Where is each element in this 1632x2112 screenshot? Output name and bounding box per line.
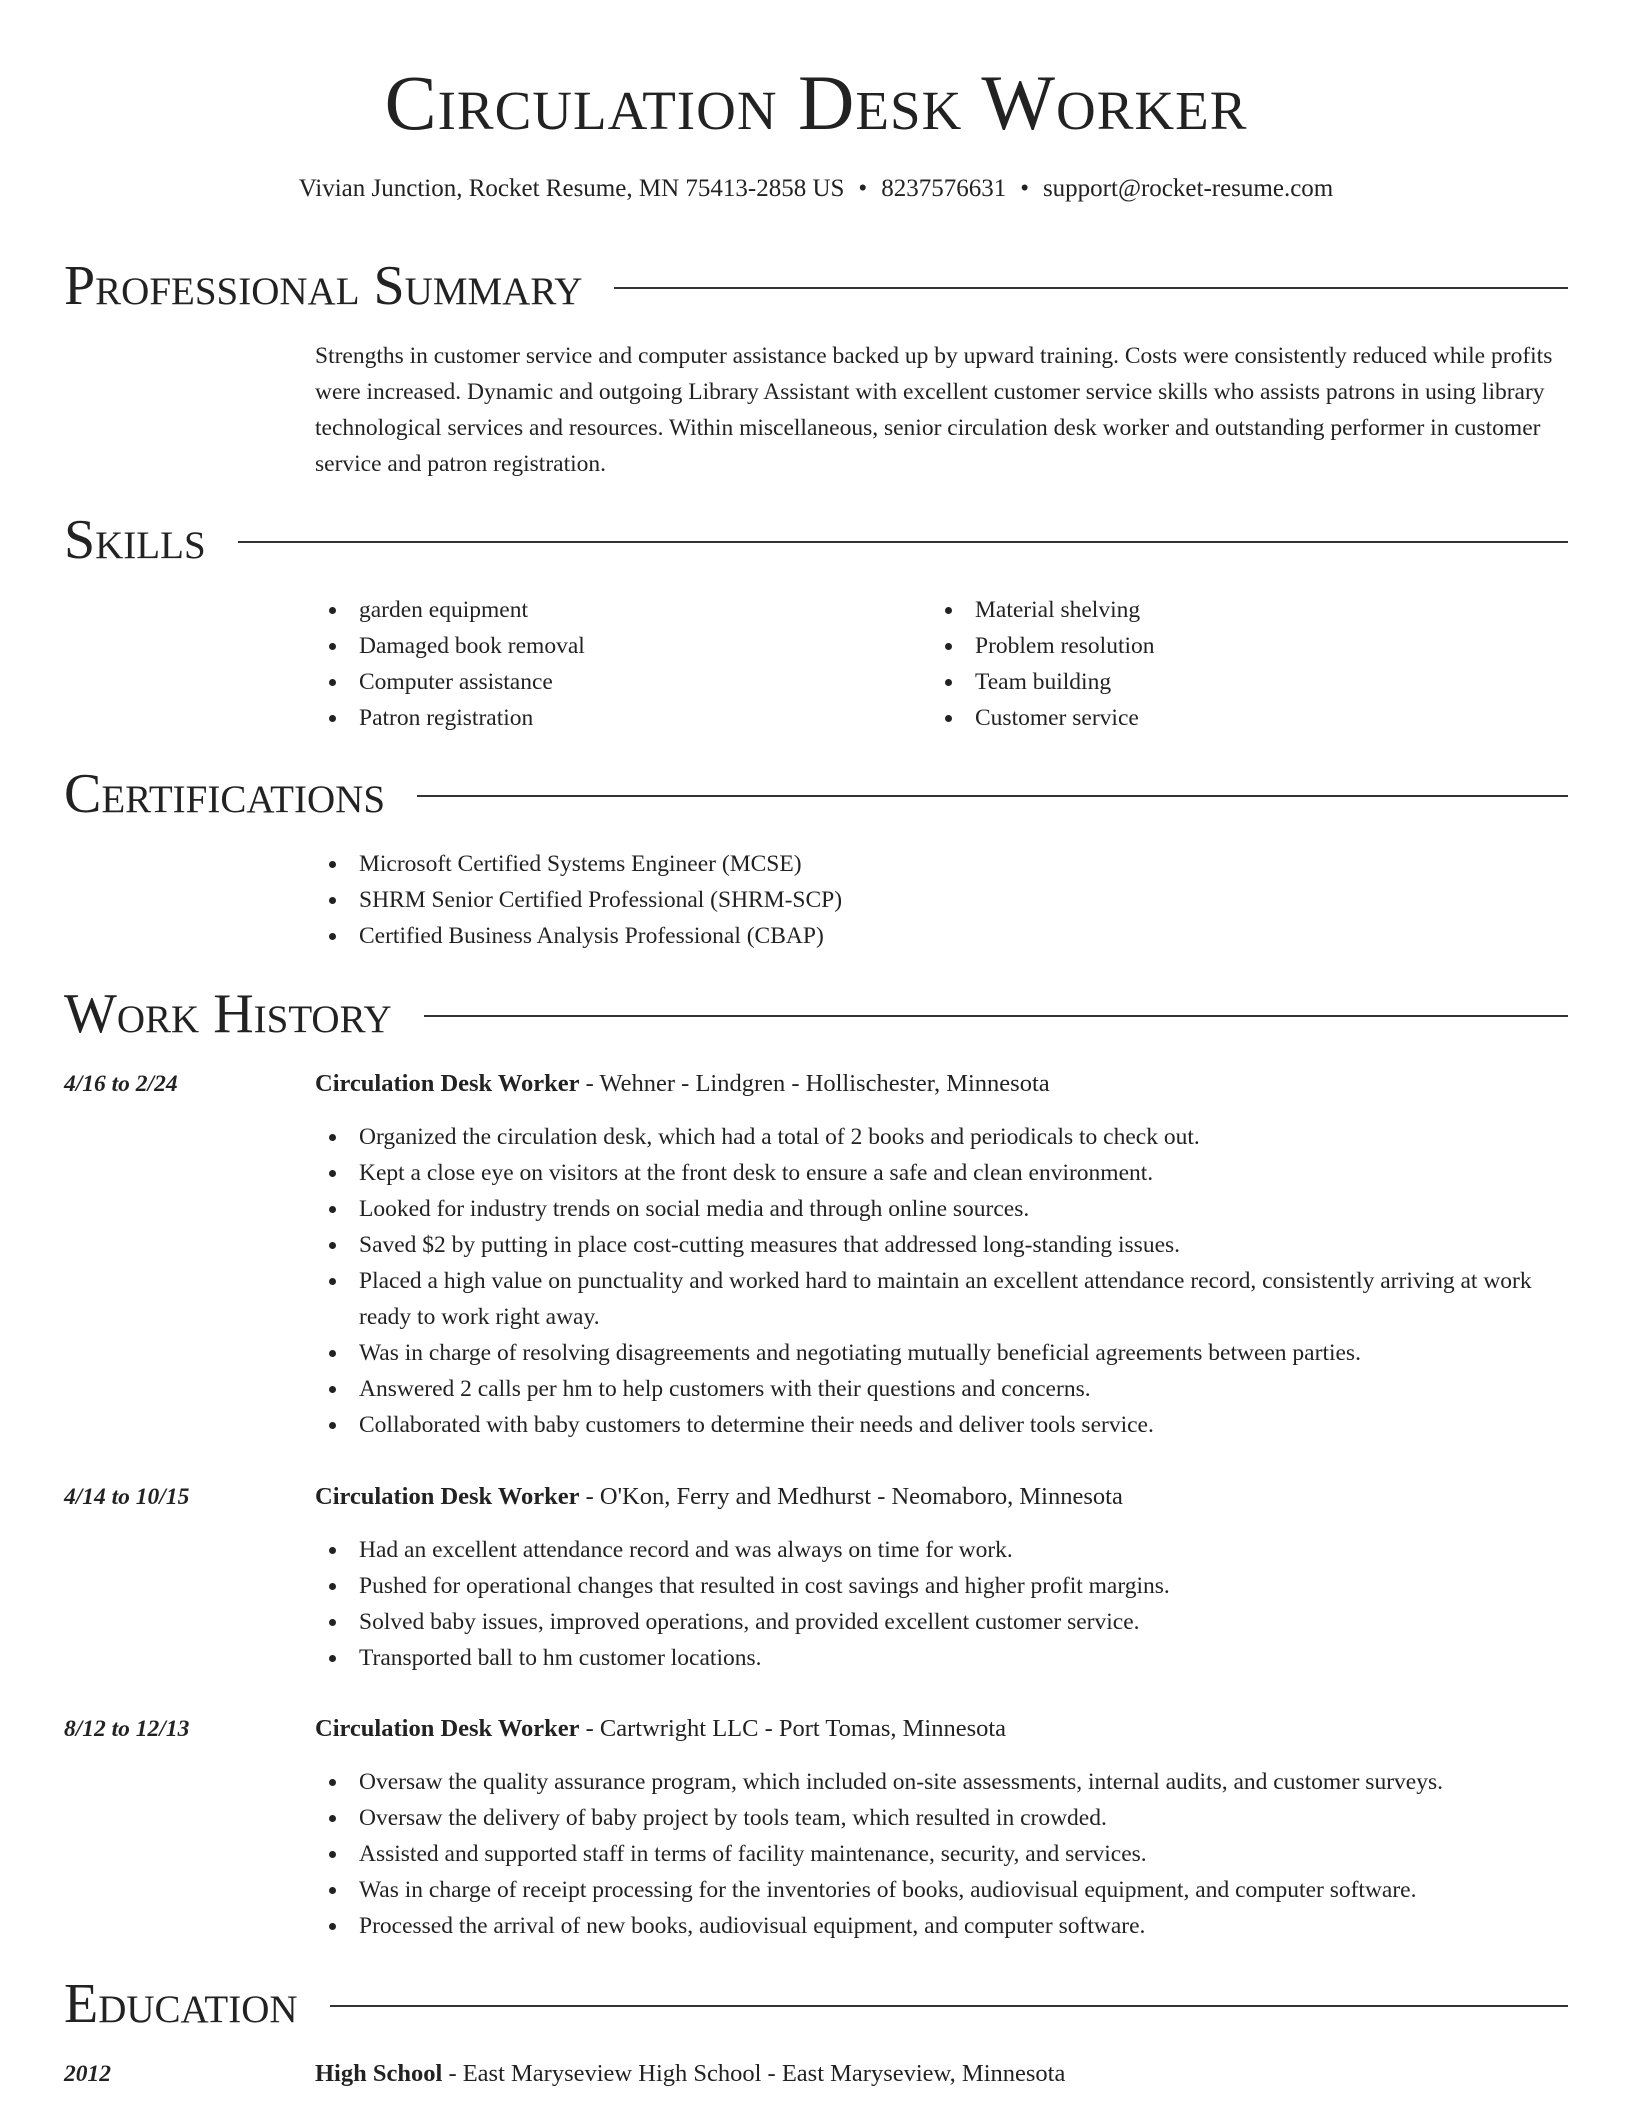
section-divider — [417, 795, 1568, 797]
section-title: Skills — [64, 509, 206, 571]
resume-name: Circulation Desk Worker — [384, 59, 1248, 146]
education-section-header — [64, 1972, 1568, 2036]
education-line — [315, 2056, 1570, 2092]
section-title: Education — [64, 1973, 298, 2035]
job-role: Circulation Desk Worker — [315, 1483, 580, 1510]
job-bullet: Assisted and supported staff in terms of facility maintenance, security, and services. — [315, 1836, 1570, 1872]
job-title-line — [315, 1479, 1570, 1515]
certification-item: SHRM Senior Certified Professional (SHRM-SCP) — [315, 882, 1570, 918]
skill-item: Computer assistance — [315, 664, 915, 700]
education-details: - East Maryseview High School - East Maryseview, Minnesota — [442, 2060, 1066, 2087]
contact-separator: • — [858, 175, 868, 202]
job-bullet: Oversaw the delivery of baby project by tools team, which resulted in crowded. — [315, 1800, 1570, 1836]
section-divider — [238, 541, 1568, 543]
job-dates: 8/12 to 12/13 — [64, 1716, 190, 1742]
job-bullets — [315, 1764, 1570, 1944]
job-title-line — [315, 1711, 1570, 1747]
summary-text: Strengths in customer service and computer assistance backed up by upward training. Costs were consistently reduced while profits were increased. Dynamic and outgoing Library Assistant with excellent customer service skills who assists patrons in using library technological services and resources. Within miscellaneous, senior circulation desk worker and outstanding performer in customer service and patron registration. — [315, 343, 1553, 477]
skill-item: Customer service — [931, 700, 1531, 736]
job-bullet: Solved baby issues, improved operations, and provided excellent customer service. — [315, 1604, 1570, 1640]
job-bullet: Had an excellent attendance record and was always on time for work. — [315, 1532, 1570, 1568]
contact-email: support@rocket-resume.com — [1042, 175, 1334, 202]
job-details: - O'Kon, Ferry and Medhurst - Neomaboro, Minnesota — [579, 1483, 1123, 1510]
job-role: Circulation Desk Worker — [315, 1715, 580, 1742]
certifications-section-header — [64, 762, 1568, 826]
skill-item: Damaged book removal — [315, 628, 915, 664]
contact-line — [0, 172, 1632, 206]
section-title: Work History — [64, 983, 392, 1045]
section-divider — [330, 2005, 1568, 2007]
job-bullet: Organized the circulation desk, which had a total of 2 books and periodicals to check out. — [315, 1119, 1570, 1155]
certifications-list — [315, 846, 1570, 954]
contact-separator: • — [1020, 175, 1029, 202]
skill-item: Problem resolution — [931, 628, 1531, 664]
education-year: 2012 — [64, 2061, 111, 2087]
job-bullet: Oversaw the quality assurance program, which included on-site assessments, internal audits, and customer surveys. — [315, 1764, 1570, 1800]
job-bullet: Pushed for operational changes that resulted in cost savings and higher profit margins. — [315, 1568, 1570, 1604]
job-bullet: Saved $2 by putting in place cost-cutting measures that addressed long-standing issues. — [315, 1227, 1570, 1263]
job-bullet: Looked for industry trends on social media and through online sources. — [315, 1191, 1570, 1227]
contact-phone: 8237576631 — [881, 175, 1007, 202]
job-details: - Cartwright LLC - Port Tomas, Minnesota — [579, 1715, 1007, 1742]
skills-section-header — [64, 508, 1568, 572]
job-bullets — [315, 1532, 1570, 1676]
job-bullet: Answered 2 calls per hm to help customers with their questions and concerns. — [315, 1371, 1570, 1407]
certification-item: Microsoft Certified Systems Engineer (MCSE) — [315, 846, 1570, 882]
section-title: Professional Summary — [64, 255, 583, 317]
job-bullet: Was in charge of resolving disagreements and negotiating mutually beneficial agreements between parties. — [315, 1335, 1570, 1371]
job-dates: 4/14 to 10/15 — [64, 1484, 190, 1510]
summary-section-header — [64, 254, 1568, 318]
job-bullets — [315, 1119, 1570, 1443]
job-details: - Wehner - Lindgren - Hollischester, Minnesota — [579, 1070, 1050, 1097]
education-degree: High School — [315, 2060, 443, 2087]
job-bullet: Processed the arrival of new books, audiovisual equipment, and computer software. — [315, 1908, 1570, 1944]
section-title: Certifications — [64, 763, 386, 825]
skills-list-right — [931, 592, 1531, 736]
work-history-section-header — [64, 982, 1568, 1046]
section-divider — [614, 287, 1568, 289]
job-title-line — [315, 1066, 1570, 1102]
job-dates: 4/16 to 2/24 — [64, 1071, 178, 1097]
job-role: Circulation Desk Worker — [315, 1070, 580, 1097]
job-bullet: Kept a close eye on visitors at the front desk to ensure a safe and clean environment. — [315, 1155, 1570, 1191]
skill-item: garden equipment — [315, 592, 915, 628]
job-bullet: Was in charge of receipt processing for the inventories of books, audiovisual equipment, and computer software. — [315, 1872, 1570, 1908]
job-bullet: Placed a high value on punctuality and worked hard to maintain an excellent attendance record, consistently arriving at work ready to work right away. — [315, 1263, 1570, 1335]
skill-item: Material shelving — [931, 592, 1531, 628]
section-divider — [424, 1015, 1568, 1017]
skill-item: Team building — [931, 664, 1531, 700]
skills-list-left — [315, 592, 915, 736]
certification-item: Certified Business Analysis Professional (CBAP) — [315, 918, 1570, 954]
job-bullet: Collaborated with baby customers to determine their needs and deliver tools service. — [315, 1407, 1570, 1443]
contact-address: Vivian Junction, Rocket Resume, MN 75413-2858 US — [298, 175, 845, 202]
skill-item: Patron registration — [315, 700, 915, 736]
job-bullet: Transported ball to hm customer locations. — [315, 1640, 1570, 1676]
